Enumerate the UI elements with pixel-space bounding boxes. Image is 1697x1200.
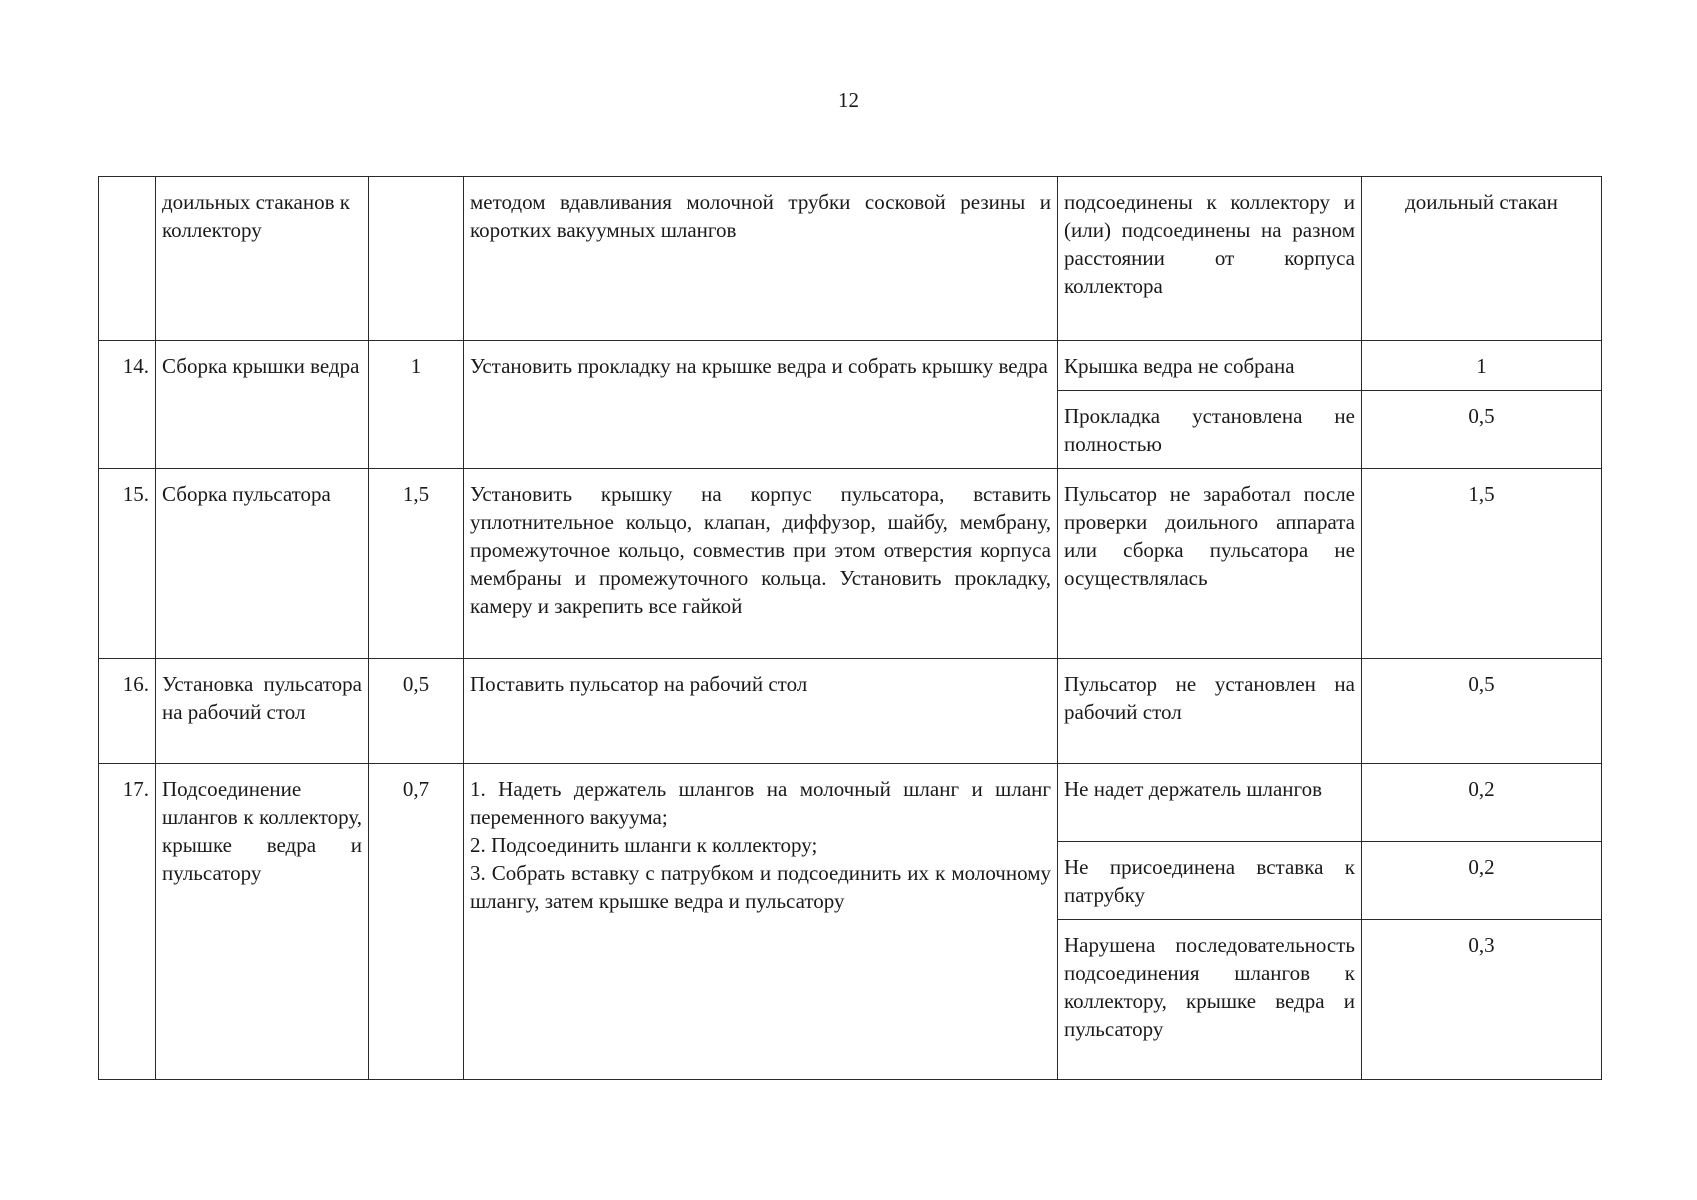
table-row <box>99 469 1602 659</box>
stage-cell: Установка пульсатора на рабочий стол <box>156 659 369 764</box>
stage-cell: Подсоединение шлангов к коллектору, крышке ведра и пульсатору <box>156 764 369 1080</box>
action-step: 1. Надеть держатель шлангов на молочный шланг и шланг переменного вакуума; <box>470 777 1051 829</box>
penalty-cell: доильный стакан <box>1362 177 1602 341</box>
error-cell: Пульсатор не заработал после проверки доильного аппарата или сборка пульсатора не осуществлялась <box>1058 469 1362 659</box>
action-cell: Поставить пульсатор на рабочий стол <box>464 659 1058 764</box>
penalty-cell: 0,2 <box>1362 842 1602 920</box>
error-cell: Не присоединена вставка к патрубку <box>1058 842 1362 920</box>
table-row <box>99 659 1602 764</box>
error-cell: подсоединены к коллектору и (или) подсоединены на разном расстоянии от корпуса коллектора <box>1058 177 1362 341</box>
error-cell: Не надет держатель шлангов <box>1058 764 1362 842</box>
table-row <box>99 341 1602 391</box>
assessment-table <box>98 176 1602 1080</box>
stage-cell: доильных стаканов к коллектору <box>156 177 369 341</box>
action-cell: Установить крышку на корпус пульсатора, вставить уплотнительное кольцо, клапан, диффузор, шайбу, мембрану, промежуточное кольцо, совместив при этом отверстия корпуса мембраны и промежуточного кольца. Установить прокладку, камеру и закрепить все гайкой <box>464 469 1058 659</box>
action-cell: Установить прокладку на крышке ведра и собрать крышку ведра <box>464 341 1058 469</box>
points-cell: 1,5 <box>369 469 464 659</box>
error-cell: Пульсатор не установлен на рабочий стол <box>1058 659 1362 764</box>
penalty-cell: 0,2 <box>1362 764 1602 842</box>
error-cell: Крышка ведра не собрана <box>1058 341 1362 391</box>
penalty-cell: 0,5 <box>1362 659 1602 764</box>
table-row <box>99 177 1602 341</box>
points-cell <box>369 177 464 341</box>
action-cell <box>464 764 1058 1080</box>
row-number <box>99 177 156 341</box>
page-number: 12 <box>838 88 859 112</box>
points-cell: 0,7 <box>369 764 464 1080</box>
stage-cell: Сборка пульсатора <box>156 469 369 659</box>
error-cell: Прокладка установлена не полностью <box>1058 391 1362 469</box>
penalty-cell: 1 <box>1362 341 1602 391</box>
penalty-cell: 1,5 <box>1362 469 1602 659</box>
action-cell: методом вдавливания молочной трубки сосковой резины и коротких вакуумных шлангов <box>464 177 1058 341</box>
row-number: 17. <box>99 764 156 1080</box>
row-number: 16. <box>99 659 156 764</box>
action-step: 3. Собрать вставку с патрубком и подсоединить их к молочному шлангу, затем крышке ведра и пульсатору <box>470 861 1051 913</box>
action-step: 2. Подсоединить шланги к коллектору; <box>470 833 818 857</box>
row-number: 15. <box>99 469 156 659</box>
penalty-cell: 0,3 <box>1362 920 1602 1080</box>
row-number: 14. <box>99 341 156 469</box>
points-cell: 1 <box>369 341 464 469</box>
points-cell: 0,5 <box>369 659 464 764</box>
stage-cell: Сборка крышки ведра <box>156 341 369 469</box>
table-row <box>99 764 1602 842</box>
error-cell: Нарушена последовательность подсоединения шлангов к коллектору, крышке ведра и пульсатору <box>1058 920 1362 1080</box>
penalty-cell: 0,5 <box>1362 391 1602 469</box>
